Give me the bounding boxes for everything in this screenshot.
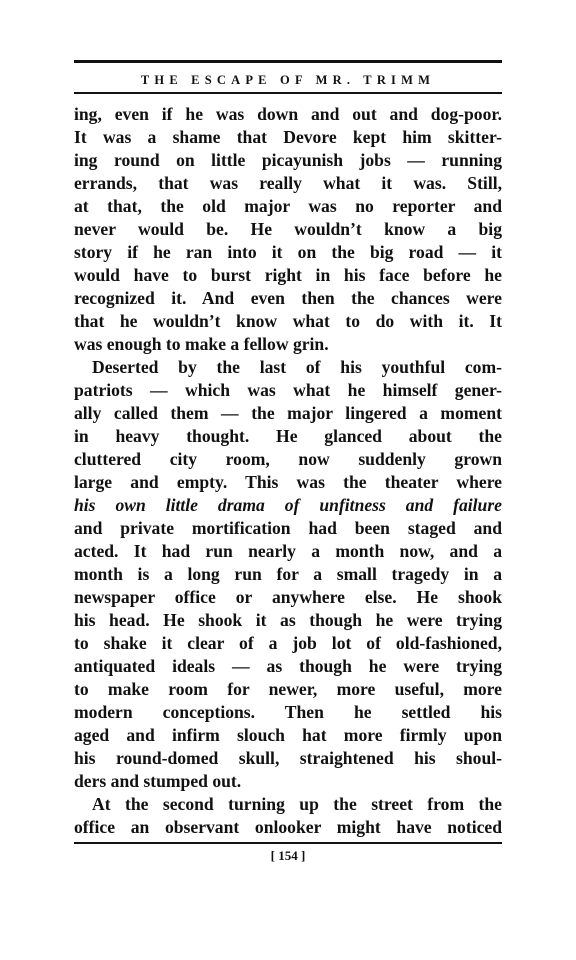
paragraph-2: [74, 356, 502, 793]
paragraph-1: [74, 103, 502, 356]
text-line: to shake it clear of a job lot of old-fashioned,: [74, 633, 502, 653]
text-line-italic: his own little drama of unfitness and failure: [74, 495, 502, 515]
paragraph-3: [74, 793, 502, 839]
text-line: ally called them — the major lingered a moment: [74, 403, 502, 423]
text-line: aged and infirm slouch hat more firmly upon: [74, 725, 502, 745]
text-line: Deserted by the last of his youthful com-: [92, 357, 502, 377]
body-text: [74, 103, 502, 839]
text-line: in heavy thought. He glanced about the: [74, 426, 502, 446]
text-line: never would be. He wouldn’t know a big: [74, 219, 502, 239]
text-line: to make room for newer, more useful, more: [74, 679, 502, 699]
book-page: [74, 60, 502, 864]
text-line: that he wouldn’t know what to do with it. It: [74, 311, 502, 331]
text-line: acted. It had run nearly a month now, and a: [74, 541, 502, 561]
bottom-rule: [74, 842, 502, 844]
running-head: THE ESCAPE OF MR. TRIMM: [140, 73, 436, 87]
text-line: his head. He shook it as though he were trying: [74, 610, 502, 630]
text-line: month is a long run for a small tragedy in a: [74, 564, 502, 584]
header-rule: [74, 92, 502, 94]
text-line: was enough to make a fellow grin.: [74, 334, 329, 354]
text-line: recognized it. And even then the chances were: [74, 288, 502, 308]
text-line: story if he ran into it on the big road — it: [74, 242, 502, 262]
text-line: cluttered city room, now suddenly grown: [74, 449, 502, 469]
text-line: office an observant onlooker might have noticed: [74, 817, 502, 837]
text-line: his round-domed skull, straightened his shoul-: [74, 748, 502, 768]
text-line: and private mortification had been staged and: [74, 518, 502, 538]
page-number: [ 154 ]: [270, 848, 306, 863]
text-line: ing round on little picayunish jobs — running: [74, 150, 502, 170]
text-line: modern conceptions. Then he settled his: [74, 702, 502, 722]
text-line: at that, the old major was no reporter and: [74, 196, 502, 216]
text-line: large and empty. This was the theater where: [74, 472, 502, 492]
text-line: would have to burst right in his face before he: [74, 265, 502, 285]
text-line: newspaper office or anywhere else. He shook: [74, 587, 502, 607]
text-line: patriots — which was what he himself gener-: [74, 380, 502, 400]
text-line: It was a shame that Devore kept him skitter-: [74, 127, 502, 147]
text-line: errands, that was really what it was. Still,: [74, 173, 502, 193]
text-line: ders and stumped out.: [74, 771, 242, 791]
text-line: ing, even if he was down and out and dog-poor.: [74, 104, 502, 124]
text-line: antiquated ideals — as though he were trying: [74, 656, 502, 676]
text-line: At the second turning up the street from the: [92, 794, 502, 814]
